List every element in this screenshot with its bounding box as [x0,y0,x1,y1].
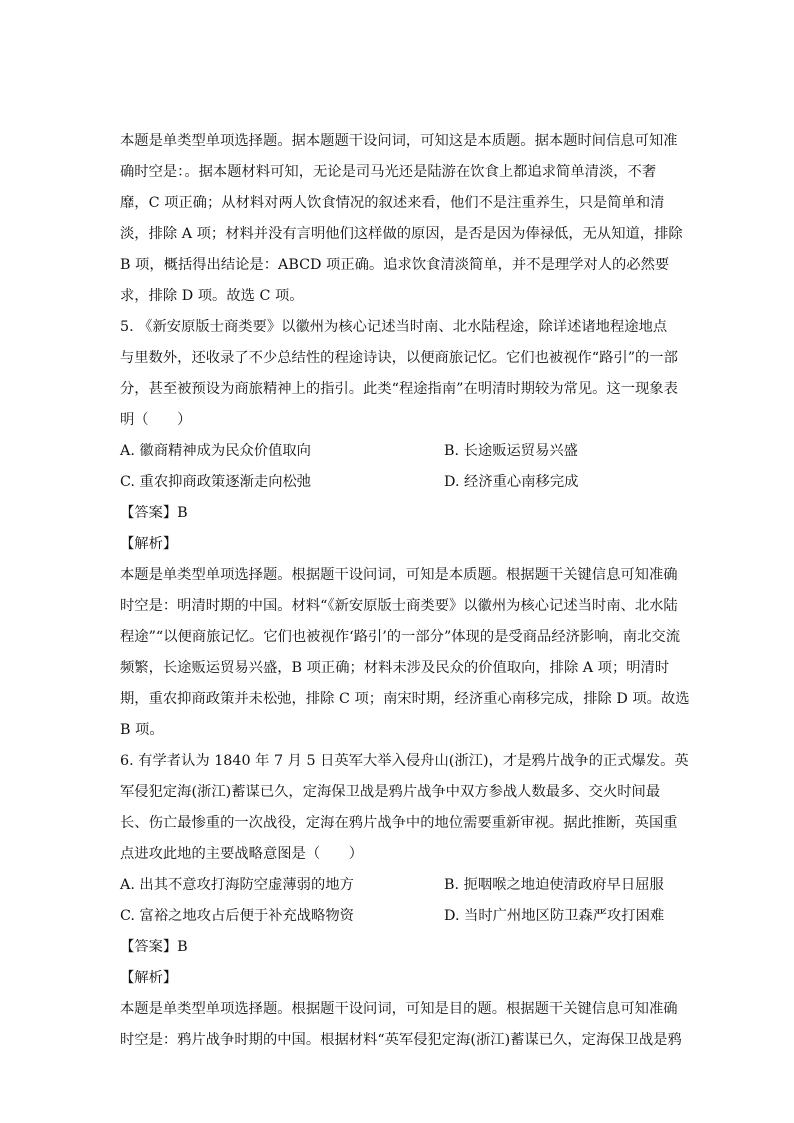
question-5-analysis: B 项。 [120,722,164,738]
question-5-answer: 【答案】B [120,505,188,521]
question-6-stem: 长、伤亡最惨重的一次战役，定海在鸦片战争中的地位需要重新审视。据此推断，英国重 [120,815,678,831]
question-5-analysis: 期，重农抑商政策并未松弛，排除 C 项；南宋时期，经济重心南移完成，排除 D 项。故选 [120,691,690,707]
question-5-option-b: B. 长途贩运贸易兴盛 [444,443,578,459]
question-5-option-a: A. 徽商精神成为民众价值取向 [120,443,311,459]
question-6-analysis: 本题是单类型单项选择题。根据题干设问词，可知是目的题。根据题干关键信息可知准确 [120,1001,678,1017]
text-line: B 项，概括得出结论是：ABCD 项正确。追求饮食清淡简单，并不是理学对人的必然要 [120,257,670,273]
question-5-option-d: D. 经济重心南移完成 [444,474,579,490]
question-5-stem: 明（ ） [120,412,192,428]
text-line: 本题是单类型单项选择题。据本题题干设问词，可知这是本质题。据本题时间信息可知准 [120,133,678,149]
question-5-analysis: 本题是单类型单项选择题。根据题干设问词，可知是本质题。根据题干关键信息可知准确 [120,567,678,583]
question-6-option-d: D. 当时广州地区防卫森严攻打困难 [444,908,665,924]
question-5-option-c: C. 重农抑商政策逐渐走向松弛 [120,474,312,490]
question-6-analysis: 时空是：鸦片战争时期的中国。根据材料“英军侵犯定海(浙江)蓄谋已久，定海保卫战是鸦 [120,1032,682,1048]
question-5-stem: 分，甚至被预设为商旅精神上的指引。此类“程途指南”在明清时期较为常见。这一现象表 [120,381,678,397]
question-6-analysis-label: 【解析】 [120,970,178,986]
question-6-option-c: C. 富裕之地攻占后便于补充战略物资 [120,908,354,924]
text-line: 求，排除 D 项。故选 C 项。 [120,288,304,304]
text-line: 确时空是：。据本题材料可知，无论是司马光还是陆游在饮食上都追求简单清淡，不奢 [120,164,657,180]
question-5-analysis: 频繁，长途贩运贸易兴盛，B 项正确；材料未涉及民众的价值取向，排除 A 项；明清时 [120,660,670,676]
question-5-stem: 与里数外，还收录了不少总结性的程途诗诀，以便商旅记忆。它们也被视作“路引”的一部 [120,350,678,366]
question-6-stem: 6. 有学者认为 1840 年 7 月 5 日英军大举入侵舟山(浙江)，才是鸦片战争的正式爆发。英 [120,753,689,769]
text-line: 靡，C 项正确；从材料对两人饮食情况的叙述来看，他们不是注重养生，只是简单和清 [120,195,665,211]
question-6-stem: 军侵犯定海(浙江)蓄谋已久，定海保卫战是鸦片战争中双方参战人数最多、交火时间最 [120,784,661,800]
question-5-analysis: 程途”“以便商旅记忆。它们也被视作‘路引’的一部分”体现的是受商品经济影响，南北交流 [120,629,680,645]
question-6-answer: 【答案】B [120,939,188,955]
question-5-analysis: 时空是：明清时期的中国。材料“《新安原版士商类要》以徽州为核心记述当时南、北水陆 [120,598,678,614]
text-line: 淡，排除 A 项；材料并没有言明他们这样做的原因，是否是因为俸禄低，无从知道，排除 [120,226,683,242]
question-5-stem: 5. 《新安原版士商类要》以徽州为核心记述当时南、北水陆程途，除详述诸地程途地点 [120,319,668,335]
question-5-analysis-label: 【解析】 [120,536,178,552]
question-6-stem: 点进攻此地的主要战略意图是（ ） [120,846,364,862]
question-6-option-a: A. 出其不意攻打海防空虚薄弱的地方 [120,877,354,893]
question-6-option-b: B. 扼咽喉之地迫使清政府早日屈服 [444,877,664,893]
